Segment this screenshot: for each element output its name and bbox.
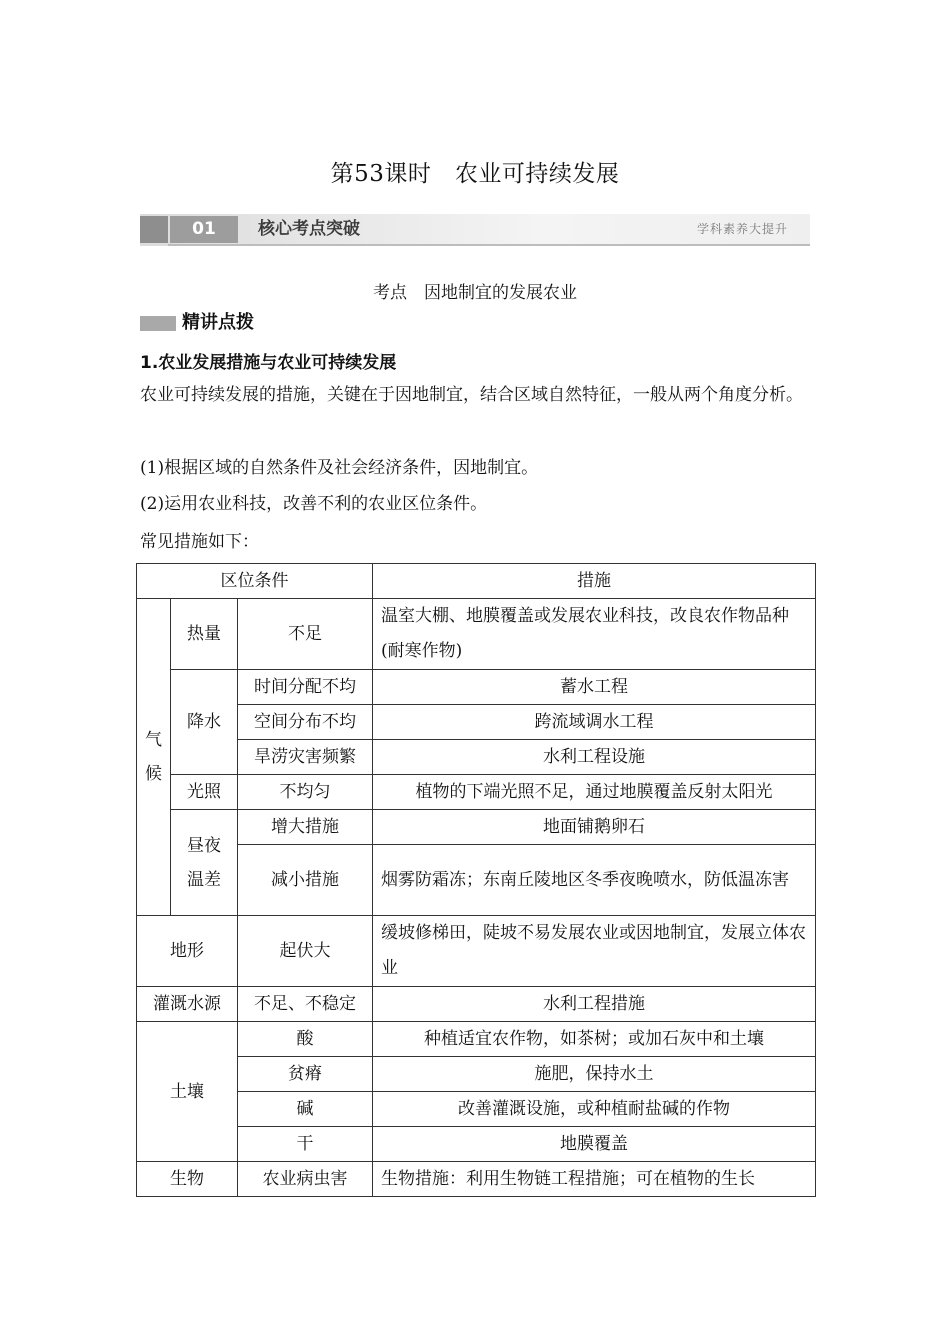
condition-cell: 不均匀 — [238, 775, 373, 810]
paragraph-point-1: (1)根据区域的自然条件及社会经济条件，因地制宜。 — [140, 458, 539, 478]
table-row — [137, 670, 816, 705]
table-row — [137, 775, 816, 810]
measure-cell: 生物措施：利用生物链工程措施；可在植物的生长 — [373, 1162, 816, 1197]
header-location: 区位条件 — [137, 564, 373, 599]
topic-subtitle: 考点 因地制宜的发展农业 — [373, 283, 577, 303]
table-row — [137, 705, 816, 740]
table-row — [137, 1162, 816, 1197]
paragraph-point-2: (2)运用农业科技，改善不利的农业区位条件。 — [140, 494, 488, 514]
factor-cell: 地形 — [137, 916, 238, 987]
banner-accent — [140, 216, 168, 243]
condition-cell: 旱涝灾害频繁 — [238, 740, 373, 775]
condition-cell: 增大措施 — [238, 810, 373, 845]
measure-cell: 水利工程措施 — [373, 987, 816, 1022]
table-row — [137, 1022, 816, 1057]
measure-cell: 种植适宜农作物，如茶树；或加石灰中和土壤 — [373, 1022, 816, 1057]
paragraph-lead: 常见措施如下： — [140, 532, 259, 552]
table-row — [137, 599, 816, 670]
factor-cell: 生物 — [137, 1162, 238, 1197]
condition-cell: 减小措施 — [238, 845, 373, 916]
condition-cell: 农业病虫害 — [238, 1162, 373, 1197]
measure-cell: 温室大棚、地膜覆盖或发展农业科技，改良农作物品种(耐寒作物) — [373, 599, 816, 670]
measure-cell: 蓄水工程 — [373, 670, 816, 705]
measure-cell: 地面铺鹅卵石 — [373, 810, 816, 845]
condition-cell: 空间分布不均 — [238, 705, 373, 740]
header-measures: 措施 — [373, 564, 816, 599]
table-row — [137, 916, 816, 987]
condition-cell: 不足、不稳定 — [238, 987, 373, 1022]
measure-cell: 地膜覆盖 — [373, 1127, 816, 1162]
banner-number: 01 — [170, 216, 238, 243]
section-banner — [140, 214, 810, 246]
table-header-row — [137, 564, 816, 599]
subheading: 1.农业发展措施与农业可持续发展 — [140, 353, 397, 373]
measure-cell: 施肥，保持水土 — [373, 1057, 816, 1092]
condition-cell: 干 — [238, 1127, 373, 1162]
factor-cell — [171, 810, 238, 916]
banner-underline — [168, 244, 810, 246]
climate-cell — [137, 599, 171, 916]
section-marker — [140, 316, 176, 331]
measure-cell: 跨流域调水工程 — [373, 705, 816, 740]
factor-cell: 光照 — [171, 775, 238, 810]
section-label: 精讲点拨 — [182, 312, 254, 333]
factor-cell: 热量 — [171, 599, 238, 670]
condition-cell: 不足 — [238, 599, 373, 670]
factor-cell: 土壤 — [137, 1022, 238, 1162]
factor-line: 温差 — [187, 869, 221, 890]
paragraph-intro: 农业可持续发展的措施，关键在于因地制宜，结合区域自然特征，一般从两个角度分析。 — [140, 385, 803, 405]
page-title: 第53课时 农业可持续发展 — [330, 161, 620, 187]
factor-line: 昼夜 — [187, 835, 221, 856]
condition-cell: 起伏大 — [238, 916, 373, 987]
banner-label: 核心考点突破 — [258, 219, 360, 239]
table-row — [137, 987, 816, 1022]
table-row — [137, 845, 816, 916]
climate-char: 气 — [145, 730, 162, 750]
climate-char: 候 — [145, 764, 162, 784]
table-row — [137, 810, 816, 845]
banner-right-label: 学科素养大提升 — [696, 222, 788, 236]
measures-table — [136, 563, 816, 1197]
table-row — [137, 740, 816, 775]
measure-cell: 植物的下端光照不足，通过地膜覆盖反射太阳光 — [373, 775, 816, 810]
condition-cell: 贫瘠 — [238, 1057, 373, 1092]
factor-cell: 降水 — [171, 670, 238, 775]
table-row — [137, 1127, 816, 1162]
condition-cell: 酸 — [238, 1022, 373, 1057]
condition-cell: 时间分配不均 — [238, 670, 373, 705]
measure-cell: 缓坡修梯田，陡坡不易发展农业或因地制宜，发展立体农业 — [373, 916, 816, 987]
measure-cell: 烟雾防霜冻；东南丘陵地区冬季夜晚喷水，防低温冻害 — [373, 845, 816, 916]
factor-cell: 灌溉水源 — [137, 987, 238, 1022]
table-row — [137, 1057, 816, 1092]
measure-cell: 水利工程设施 — [373, 740, 816, 775]
measure-cell: 改善灌溉设施，或种植耐盐碱的作物 — [373, 1092, 816, 1127]
table-row — [137, 1092, 816, 1127]
condition-cell: 碱 — [238, 1092, 373, 1127]
